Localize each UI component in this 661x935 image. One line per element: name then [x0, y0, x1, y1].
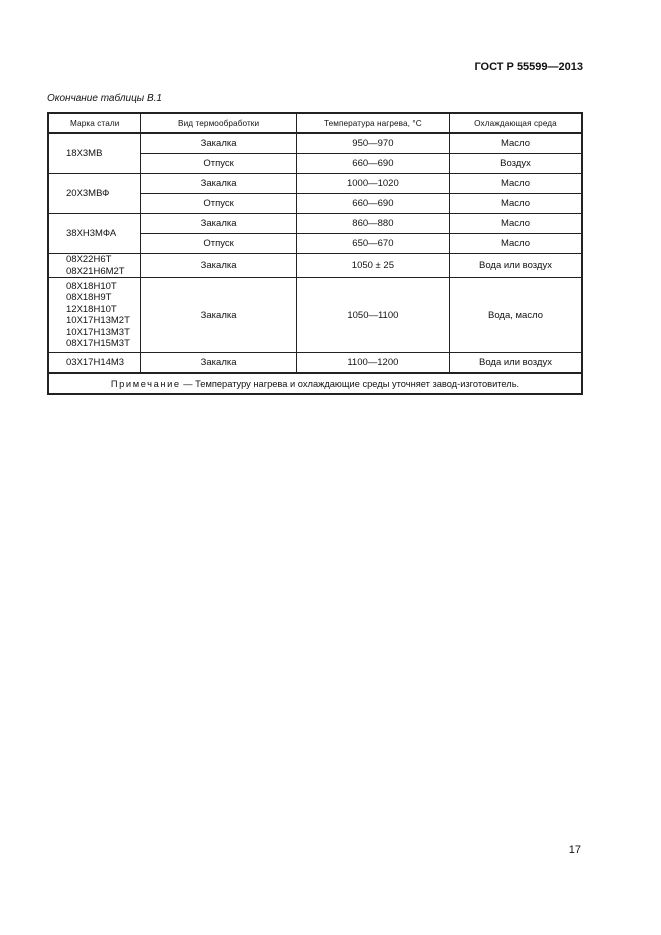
treatment-cell: Отпуск	[141, 194, 296, 214]
table-header-row	[48, 113, 582, 133]
column-header-medium: Охлаждающая среда	[450, 113, 583, 133]
table-row	[48, 254, 582, 278]
treatment-cell: Закалка	[141, 353, 296, 374]
cooling-medium-cell: Масло	[450, 194, 583, 214]
cooling-medium-cell: Вода или воздух	[450, 254, 583, 278]
temperature-cell: 660—690	[296, 154, 449, 174]
table-row	[48, 214, 582, 234]
treatment-cell: Закалка	[141, 174, 296, 194]
table-row	[48, 353, 582, 374]
steel-grade-cell: 08Х22Н6Т 08Х21Н6М2Т	[48, 254, 141, 278]
temperature-cell: 1050—1100	[296, 278, 449, 353]
treatment-cell: Закалка	[141, 214, 296, 234]
temperature-cell: 660—690	[296, 194, 449, 214]
treatment-cell: Закалка	[141, 278, 296, 353]
heat-treatment-table	[47, 112, 583, 395]
table-row	[48, 278, 582, 353]
page-number: 17	[568, 844, 581, 856]
steel-grade-cell: 18Х3МВ	[48, 133, 141, 174]
steel-grade-cell: 38ХН3МФА	[48, 214, 141, 254]
treatment-cell: Отпуск	[141, 234, 296, 254]
cooling-medium-cell: Масло	[450, 174, 583, 194]
cooling-medium-cell: Вода, масло	[450, 278, 583, 353]
steel-grade-cell: 08Х18Н10Т 08Х18Н9Т 12Х18Н10Т 10Х17Н13М2Т 10Х17Н13М3Т 08Х17Н15М3Т	[48, 278, 141, 353]
table-row	[48, 133, 582, 154]
treatment-cell: Закалка	[141, 133, 296, 154]
steel-grade-cell: 20Х3МВФ	[48, 174, 141, 214]
cooling-medium-cell: Воздух	[450, 154, 583, 174]
temperature-cell: 860—880	[296, 214, 449, 234]
temperature-cell: 1000—1020	[296, 174, 449, 194]
note-row	[48, 373, 582, 394]
cooling-medium-cell: Вода или воздух	[450, 353, 583, 374]
note-label: Примечание	[110, 378, 181, 389]
column-header-temperature: Температура нагрева, °С	[296, 113, 449, 133]
temperature-cell: 1050 ± 25	[296, 254, 449, 278]
column-header-treatment: Вид термообработки	[141, 113, 296, 133]
cooling-medium-cell: Масло	[450, 133, 583, 154]
temperature-cell: 650—670	[296, 234, 449, 254]
table-caption: Окончание таблицы В.1	[47, 93, 162, 104]
table-note	[48, 373, 582, 394]
treatment-cell: Отпуск	[141, 154, 296, 174]
note-text: — Температуру нагрева и охлаждающие среды уточняет завод-изготовитель.	[180, 378, 520, 389]
treatment-cell: Закалка	[141, 254, 296, 278]
steel-grade-cell: 03Х17Н14М3	[48, 353, 141, 374]
table-body	[48, 133, 582, 394]
temperature-cell: 950—970	[296, 133, 449, 154]
table-row	[48, 174, 582, 194]
column-header-steel-grade: Марка стали	[48, 113, 141, 133]
document-code: ГОСТ Р 55599—2013	[474, 61, 583, 73]
temperature-cell: 1100—1200	[296, 353, 449, 374]
cooling-medium-cell: Масло	[450, 214, 583, 234]
cooling-medium-cell: Масло	[450, 234, 583, 254]
